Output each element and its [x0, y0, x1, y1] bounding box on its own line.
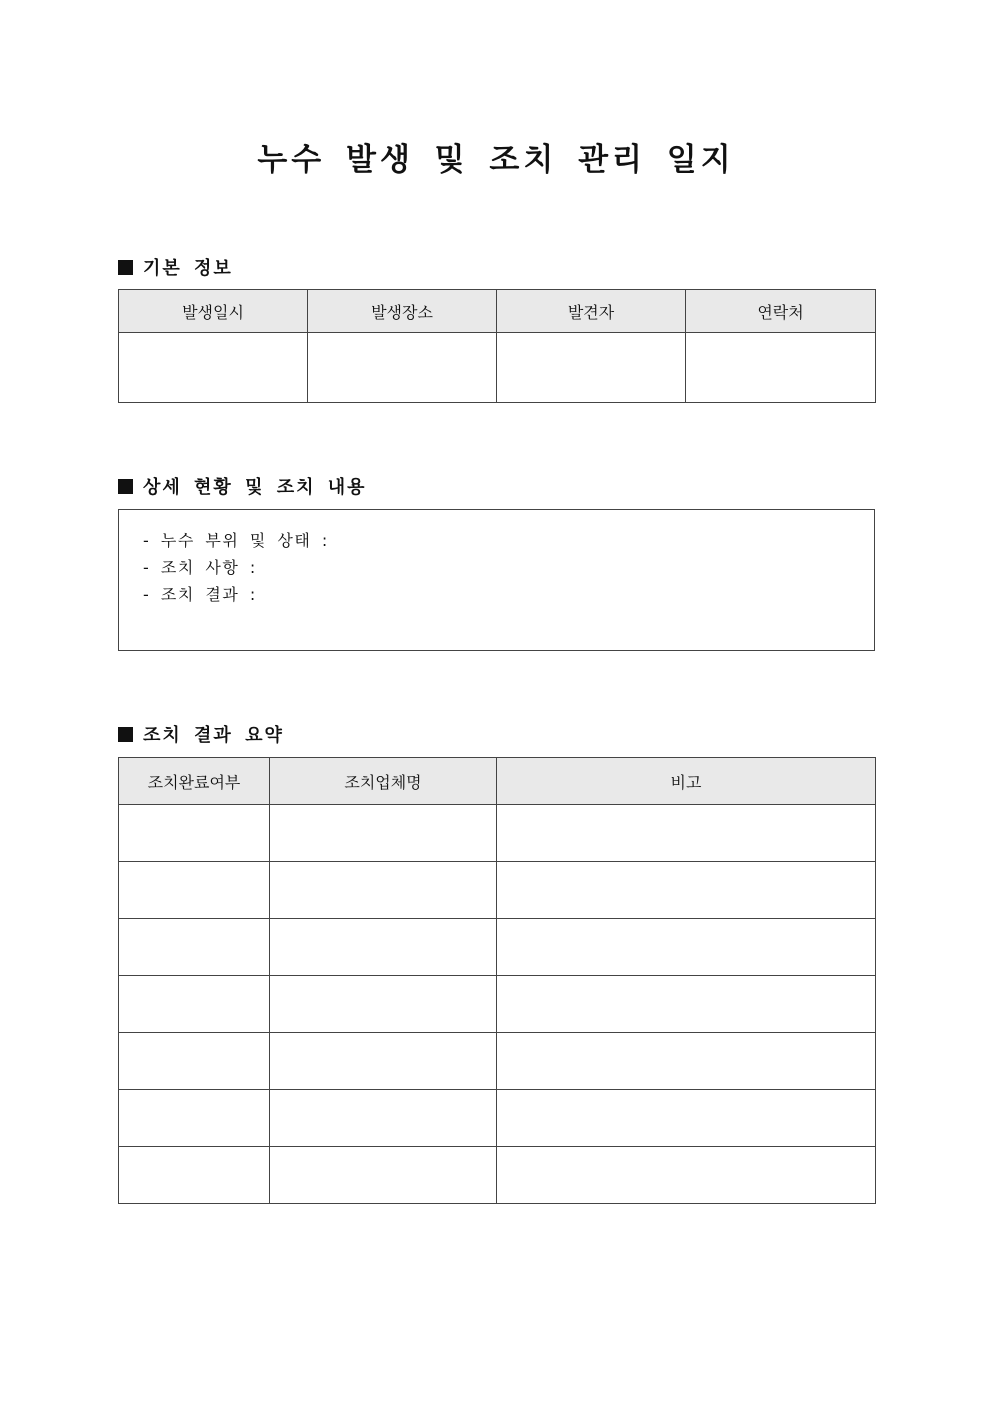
remarks-cell[interactable] [497, 976, 876, 1033]
table-row [119, 862, 876, 919]
section-heading-label: 기본 정보 [143, 258, 233, 279]
completion-status-cell[interactable] [119, 862, 270, 919]
contractor-name-cell[interactable] [270, 862, 497, 919]
column-header-contractor-name: 조치업체명 [270, 758, 497, 805]
detail-line-leak-status: - 누수 부위 및 상태 : [143, 531, 329, 550]
contractor-name-cell[interactable] [270, 976, 497, 1033]
completion-status-cell[interactable] [119, 976, 270, 1033]
contractor-name-cell[interactable] [270, 1033, 497, 1090]
column-header-completion-status: 조치완료여부 [119, 758, 270, 805]
contractor-name-cell[interactable] [270, 805, 497, 862]
remarks-cell[interactable] [497, 1147, 876, 1204]
square-bullet-icon [118, 260, 133, 275]
remarks-cell[interactable] [497, 919, 876, 976]
column-header-remarks: 비고 [497, 758, 876, 805]
column-header-discoverer: 발견자 [497, 290, 686, 333]
section-heading-summary [118, 721, 284, 747]
section-heading-label: 상세 현황 및 조치 내용 [143, 477, 367, 498]
completion-status-cell[interactable] [119, 919, 270, 976]
section-heading-details [118, 473, 367, 499]
table-row [119, 976, 876, 1033]
summary-table [118, 757, 876, 1204]
section-heading-basic-info [118, 254, 233, 280]
remarks-cell[interactable] [497, 862, 876, 919]
occurrence-datetime-cell[interactable] [119, 333, 308, 403]
detail-line-action-result: - 조치 결과 : [143, 585, 257, 604]
remarks-cell[interactable] [497, 1033, 876, 1090]
page-title: 누수 발생 및 조치 관리 일지 [257, 142, 735, 178]
column-header-contact: 연락처 [686, 290, 876, 333]
square-bullet-icon [118, 727, 133, 742]
basic-info-table [118, 289, 876, 403]
column-header-location: 발생장소 [308, 290, 497, 333]
basic-info-value-row [119, 333, 876, 403]
section-heading-label: 조치 결과 요약 [143, 725, 284, 746]
discoverer-cell[interactable] [497, 333, 686, 403]
contractor-name-cell[interactable] [270, 1090, 497, 1147]
location-cell[interactable] [308, 333, 497, 403]
contact-cell[interactable] [686, 333, 876, 403]
completion-status-cell[interactable] [119, 1090, 270, 1147]
basic-info-header-row [119, 290, 876, 333]
summary-header-row [119, 758, 876, 805]
remarks-cell[interactable] [497, 1090, 876, 1147]
completion-status-cell[interactable] [119, 1147, 270, 1204]
table-row [119, 1033, 876, 1090]
contractor-name-cell[interactable] [270, 1147, 497, 1204]
table-row [119, 1090, 876, 1147]
contractor-name-cell[interactable] [270, 919, 497, 976]
square-bullet-icon [118, 479, 133, 494]
detail-line-action-taken: - 조치 사항 : [143, 558, 257, 577]
completion-status-cell[interactable] [119, 805, 270, 862]
remarks-cell[interactable] [497, 805, 876, 862]
column-header-occurrence-datetime: 발생일시 [119, 290, 308, 333]
completion-status-cell[interactable] [119, 1033, 270, 1090]
table-row [119, 919, 876, 976]
table-row [119, 1147, 876, 1204]
details-box[interactable] [118, 509, 875, 651]
table-row [119, 805, 876, 862]
